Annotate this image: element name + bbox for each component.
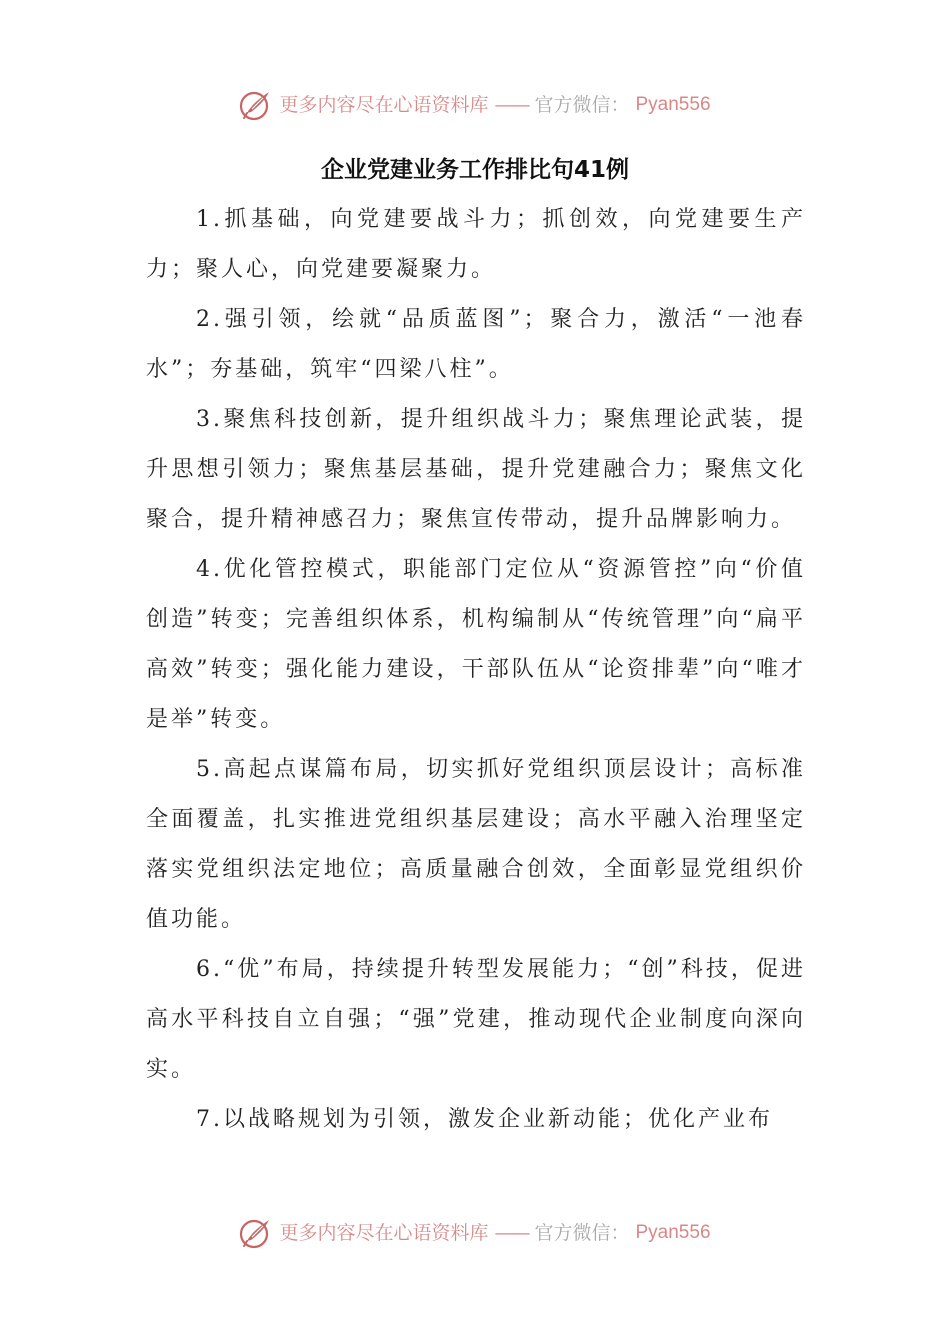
banner-main-text: 更多内容尽在心语资料库 [279,1222,489,1244]
paragraph-4: 4.优化管控模式，职能部门定位从“资源管控”向“价值创造”转变；完善组织体系，机构编制从“传统管理”向“扁平高效”转变；强化能力建设，干部队伍从“论资排辈”向“唯才是举”转变。 [146,557,806,732]
quill-pen-logo-icon [239,1216,273,1250]
paragraph-7: 7.以战略规划为引领，激发企业新动能；优化产业布 [196,1107,773,1132]
banner-main-text: 更多内容尽在心语资料库 [279,94,489,116]
banner-wechat-label: 官方微信： [534,1222,630,1244]
banner-dash: —— [494,1222,529,1244]
banner-wechat-label: 官方微信： [534,94,630,116]
paragraph-2: 2.强引领，绘就“品质蓝图”；聚合力，激活“一池春水”；夯基础，筑牢“四梁八柱”。 [146,307,806,382]
paragraph-6: 6.“优”布局，持续提升转型发展能力；“创”科技，促进高水平科技自立自强；“强”党建，推动现代企业制度向深向实。 [146,957,806,1082]
banner-wechat-id: Pyan556 [635,94,711,115]
paragraph-3: 3.聚焦科技创新，提升组织战斗力；聚焦理论武装，提升思想引领力；聚焦基层基础，提升党建融合力；聚焦文化聚合，提升精神感召力；聚焦宣传带动，提升品牌影响力。 [146,407,806,532]
paragraph-5: 5.高起点谋篇布局，切实抓好党组织顶层设计；高标准全面覆盖，扎实推进党组织基层建设；高水平融入治理坚定落实党组织法定地位；高质量融合创效，全面彰显党组织价值功能。 [146,757,806,932]
quill-pen-logo-icon [239,88,273,122]
watermark-banner-top [0,88,950,122]
document-title: 企业党建业务工作排比句41例 [320,157,629,183]
banner-wechat-id: Pyan556 [635,1222,711,1243]
paragraph-1: 1.抓基础，向党建要战斗力；抓创效，向党建要生产力；聚人心，向党建要凝聚力。 [146,207,806,282]
document-body [146,195,806,1145]
banner-dash: —— [494,94,529,116]
watermark-banner-bottom [0,1216,950,1250]
